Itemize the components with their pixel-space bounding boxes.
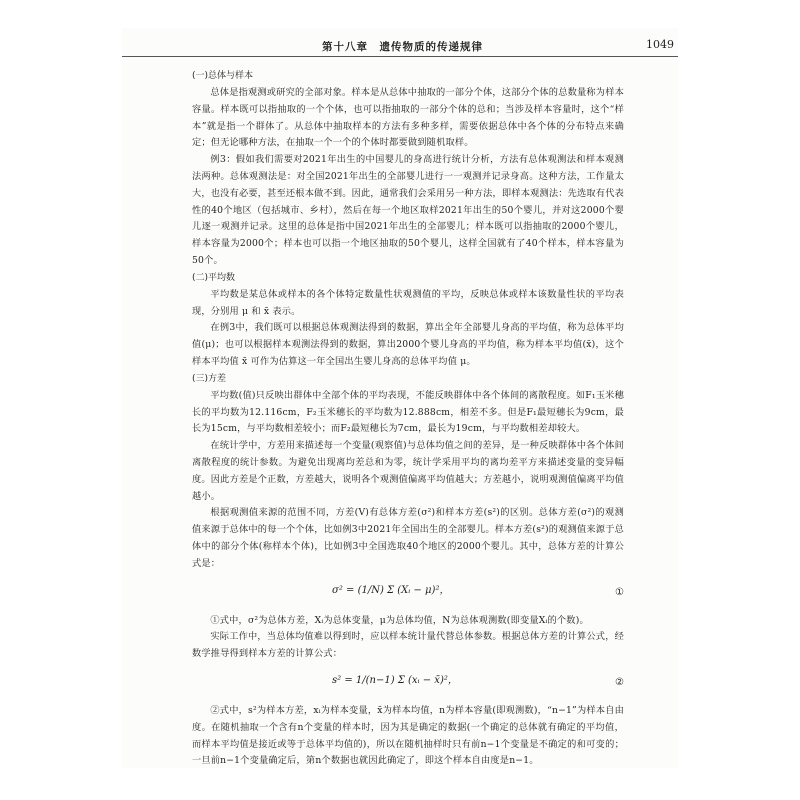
formula-sample-variance: [192, 665, 624, 701]
paragraph: ②式中，s²为样本方差，xᵢ为样本变量，x̄为样本均值，n为样本容量(即观测数)，“n−1”为样本自由度。在随机抽取一个含有n个变量的样本时，因为其是确定的数据(一个确定的总体就有确定的平均值，而样本平均值是接近或等于总体平均值的)，所以在随机抽样时只有前n−1个变量是不确定的和可变的；一旦前n−1个变量确定后，第n个数据也就因此确定了，即这个样本自由度是n−1。: [192, 704, 624, 767]
section-heading-mean: (二)平均数: [192, 272, 236, 283]
section-heading-variance: (三)方差: [192, 373, 227, 384]
formula-number: ②: [615, 676, 624, 688]
paragraph: 总体是指观测或研究的全部对象。样本是从总体中抽取的一部分个体，这部分个体的总数量称为样本容量。样本既可以指抽取的一个个体，也可以指抽取的一部分个体的总和；当涉及样本容量时，这个“样本”就是指一个群体了。从总体中抽取样本的方法有多种多样，需要依据总体中各个体的分布特点来确定；但无论哪种方法，在抽取一个一个的个体时都要做到随机取样。: [192, 87, 624, 149]
paragraph: ①式中，σ²为总体方差，Xᵢ为总体变量，μ为总体均值，N为总体观测数(即变量Xᵢ的个数)。: [210, 614, 589, 626]
chapter-title: 第十八章 遗传物质的传递规律: [322, 41, 483, 53]
book-page: [122, 28, 678, 768]
paragraph: 在统计学中，方差用来描述每一个变量(观察值)与总体均值之间的差异，是一种反映群体中各个体间离散程度的统计参数。为避免出现离均差总和为零，统计学采用平均的离均差平方来描述变量的变异幅度。因此方差是个正数，方差越大，说明各个观测值偏离平均值越大；方差越小，说明观测值偏离平均值越小。: [192, 440, 624, 502]
section-heading-population-sample: (一)总体与样本: [192, 71, 254, 81]
running-head: [122, 36, 678, 57]
page-number: 1049: [646, 38, 674, 51]
paragraph: 在例3中，我们既可以根据总体观测法得到的数据，算出全年全部婴儿身高的平均值，称为总体平均值(μ)；也可以根据样本观测法得到的数据，算出2000个婴儿身高的平均值，称为样本平均值(x̄)，这个样本平均值 x̄ 可作为估算这一年全国出生婴儿身高的总体平均值 μ。: [192, 322, 624, 367]
formula-population-variance: [192, 575, 624, 611]
page-body: [192, 68, 624, 770]
paragraph: 平均数(值)只反映出群体中全部个体的平均表现，不能反映群体中各个体间的离散程度。如F₁玉米穗长的平均数为12.116cm，F₂玉米穗长的平均数为12.888cm，相差不多。但是F₁最短穗长为9cm，最长为15cm，与平均数相差较小；而F₂最短穗长为7cm，最长为19cm，与平均数相差却较大。: [192, 389, 624, 435]
paragraph: 平均数是某总体或样本的各个体特定数量性状观测值的平均，反映总体或样本该数量性状的平均表现，分别用 μ 和 x̄ 表示。: [192, 288, 624, 317]
formula-number: ①: [615, 586, 624, 598]
paragraph-example: 例3：假如我们需要对2021年出生的中国婴儿的身高进行统计分析，方法有总体观测法和样本观测法两种。总体观测法是：对全国2021年出生的全部婴儿进行一一观测并记录身高。这种方法，工作量太大，也没有必要，甚至还根本做不到。因此，通常我们会采用另一种方法，即样本观测法：先选取有代表性的40个地区（包括城市、乡村），然后在每一个地区取样2021年出生的50个婴儿，并对这2000个婴儿逐一观测并记录。这里的总体是指中国2021年出生的全部婴儿；样本既可以指抽取的2000个婴儿，样本容量为2000个；样本也可以指一个地区抽取的50个婴儿，这样全国就有了40个样本，样本容量为50个。: [192, 154, 624, 266]
paragraph: 根据观测值来源的范围不同，方差(V)有总体方差(σ²)和样本方差(s²)的区别。总体方差(σ²)的观测值来源于总体中的每一个个体，比如例3中2021年全国出生的全部婴儿。样本方差(s²)的观测值来源于总体中的部分个体(称样本个体)，比如例3中全国选取40个地区的2000个婴儿。其中，总体方差的计算公式是：: [192, 507, 624, 569]
paragraph: 实际工作中，当总体均值难以得到时，应以样本统计量代替总体参数。根据总体方差的计算公式，经数学推导得到样本方差的计算公式：: [192, 631, 624, 660]
formula-expression: s² = 1/(n−1) Σ (xᵢ − x̄)²，: [332, 674, 458, 686]
formula-expression: σ² = (1/N) Σ (Xᵢ − μ)²，: [332, 584, 450, 596]
